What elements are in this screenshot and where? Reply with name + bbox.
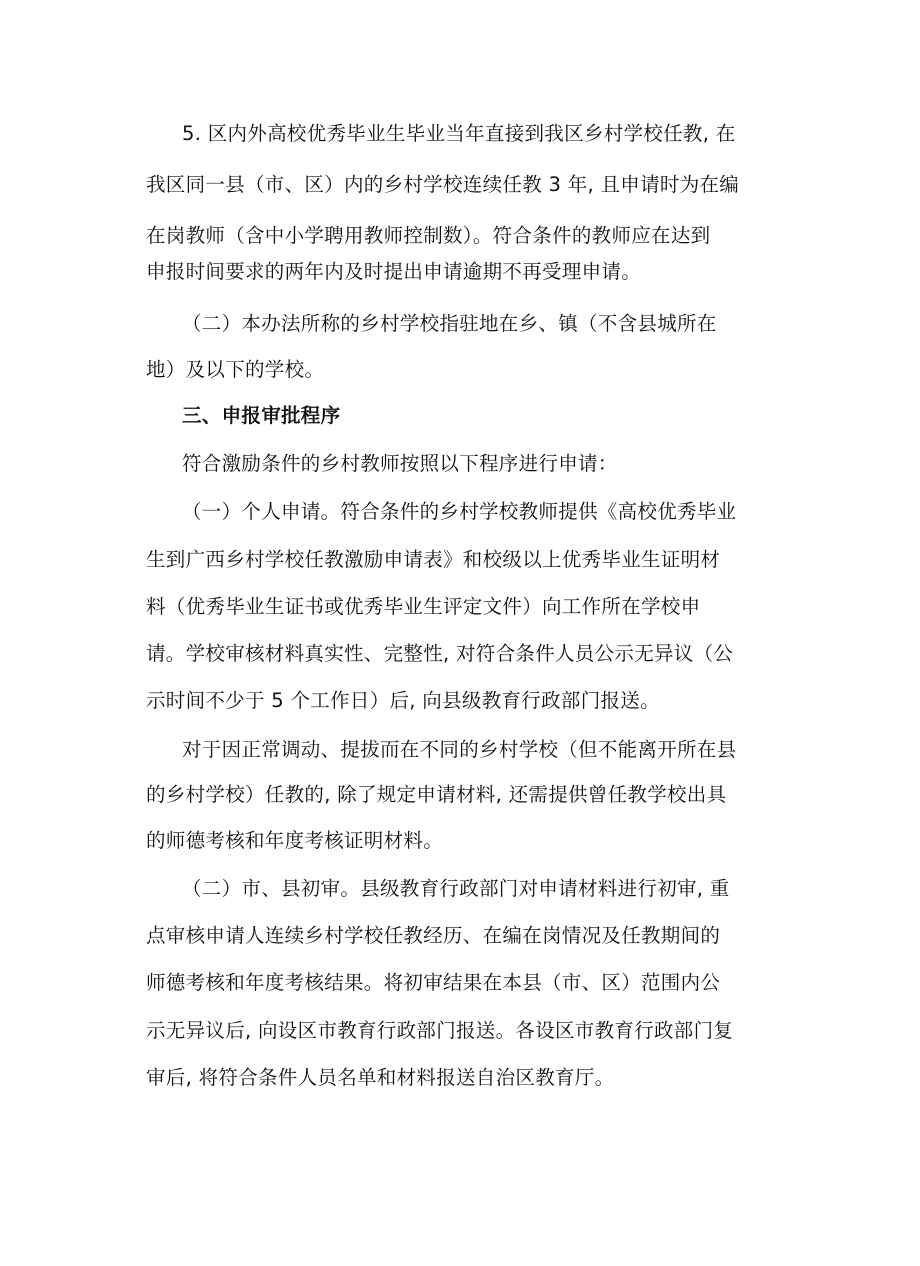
para-initial-review-line-3: 师德考核和年度考核结果。将初审结果在本县（市、区）范围内公 bbox=[146, 971, 721, 994]
para-transfer-line-2: 的乡村学校）任教的, 除了规定申请材料, 还需提供曾任教学校出具 bbox=[146, 783, 727, 806]
para-initial-review-line-5: 审后, 将符合条件人员名单和材料报送自治区教育厅。 bbox=[146, 1066, 615, 1089]
para-initial-review-line-1: （二）市、县初审。县级教育行政部门对申请材料进行初审, 重 bbox=[182, 877, 730, 900]
para-personal-application-line-2: 生到广西乡村学校任教激励申请表》和校级以上优秀毕业生证明材 bbox=[146, 548, 721, 571]
para-item5-line-2: 我区同一县（市、区）内的乡村学校连续任教 3 年, 且申请时为在编 bbox=[146, 173, 740, 196]
para-rural-school-line-1: （二）本办法所称的乡村学校指驻地在乡、镇（不含县城所在 bbox=[182, 312, 717, 335]
para-transfer-line-3: 的师德考核和年度考核证明材料。 bbox=[146, 829, 444, 852]
para-personal-application-line-4: 请。学校审核材料真实性、完整性, 对符合条件人员公示无异议（公 bbox=[146, 642, 734, 665]
para-transfer-line-1: 对于因正常调动、提拔而在不同的乡村学校（但不能离开所在县 bbox=[182, 738, 737, 761]
para-item5-line-3: 在岗教师（含中小学聘用教师控制数）。符合条件的教师应在达到 bbox=[146, 224, 711, 247]
para-item5-line-4: 申报时间要求的两年内及时提出申请逾期不再受理申请。 bbox=[146, 260, 642, 283]
para-personal-application-line-3: 料（优秀毕业生证书或优秀毕业生评定文件）向工作所在学校申 bbox=[146, 595, 701, 618]
section-heading-procedure: 三、申报审批程序 bbox=[182, 404, 341, 427]
para-initial-review-line-4: 示无异议后, 向设区市教育行政部门报送。各设区市教育行政部门复 bbox=[146, 1019, 734, 1042]
para-personal-application-line-1: （一）个人申请。符合条件的乡村学校教师提供《高校优秀毕业 bbox=[182, 500, 737, 523]
para-personal-application-line-5: 示时间不少于 5 个工作日）后, 向县级教育行政部门报送。 bbox=[146, 689, 660, 712]
para-initial-review-line-2: 点审核申请人连续乡村学校任教经历、在编在岗情况及任教期间的 bbox=[146, 924, 721, 947]
para-procedure-intro: 符合激励条件的乡村教师按照以下程序进行申请： bbox=[182, 452, 618, 475]
para-rural-school-line-2: 地）及以下的学校。 bbox=[146, 358, 325, 381]
para-item5-line-1: 5. 区内外高校优秀毕业生毕业当年直接到我区乡村学校任教, 在 bbox=[182, 122, 736, 145]
